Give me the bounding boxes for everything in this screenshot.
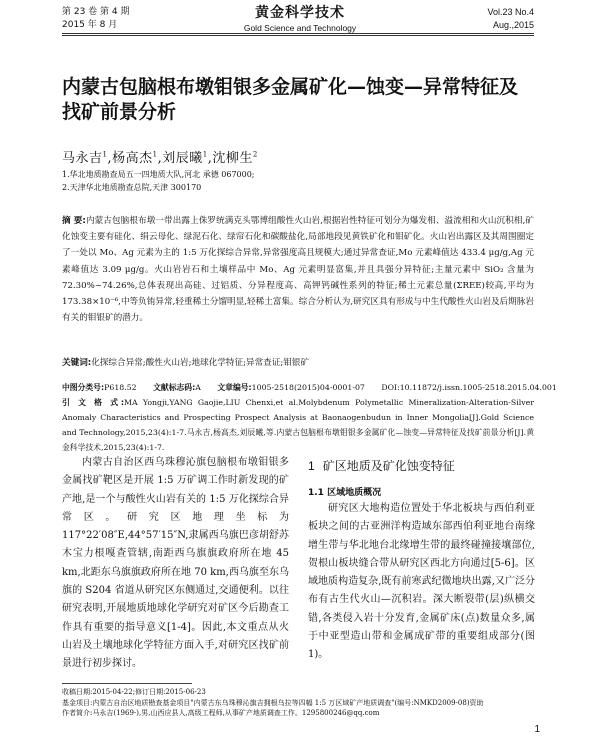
author-affiliation-mark: 1 [102,150,108,159]
doc-code-value: A [195,383,201,392]
citation-label: 引 文 格 式: [62,398,124,407]
article-metadata [62,380,557,455]
article-title: 内蒙古包脑根布墩钼银多金属矿化—蚀变—异常特征及找矿前景分析 [62,76,519,123]
doi-value[interactable]: 10.11872/j.issn.1005-2518.2015.04.001 [399,383,557,392]
abstract [62,213,534,326]
author-affiliation-mark: 2 [252,150,258,159]
affiliations [62,168,255,194]
article-no-value: 1005-2518(2015)04-0001-07 [251,383,365,392]
header-rule-thin [62,35,534,36]
date-en: Aug.,2015 [492,20,534,30]
keywords [62,356,534,368]
header-rule [62,33,534,34]
section-number: 1 [308,459,315,473]
affiliation-line: 2.天津华北地质勘查总院,天津 300170 [62,183,202,192]
author-list: 马永吉$^1$,杨高杰$^1$,刘辰曦$^1$,沈柳生$^2$ [62,150,258,166]
doc-code-label: 文献标志码: [153,383,196,392]
journal-title-en: Gold Science and Technology [243,23,357,33]
doi-label: DOI: [381,383,400,392]
volume-issue-en: Vol.23 No.4 [487,7,534,17]
citation-text: MA Yongji,YANG Gaojie,LIU Chenxi,et al.Molybdenum Polymetallic Mineralization-Alteration-Silver Anomaly Characteristics and Prospecting Prospect Analysis at Baonaogenbudun in Inner Mongolia[J].Gold Science and Technology,2015,23(4):1-7.马永吉,杨高杰,刘辰曦,等.内蒙古包脑根布墩钼银多金属矿化—蚀变—异常特征及找矿前景分析[J].黄金科学技术,2015,23(4):1-7. [62,398,535,452]
volume-issue-cn: 第 23 卷 第 4 期 [62,7,130,17]
running-header-right [487,6,534,32]
footnote-rule [62,683,192,684]
body-paragraph-left: 内蒙古自治区西乌珠穆沁旗包脑根布墩钼银多金属找矿靶区是开展 1:5 万矿调工作时新发现的矿产地,是一个与酸性火山岩有关的 1:5 万化探综合异常区。研究区地理坐标为 117°22′08″E,44°57′15″N,隶属西乌旗巴彦胡舒苏木宝力根嘎查管辖,南距西乌旗旗政府所在地 45 km,北距东乌旗旗政府所在地 70 km,西乌旗至东乌旗的 S204 省道从研究区东侧通过,交通便利。以往研究表明,开展地质地球化学研究对矿区今后勘查工作具有重要的指导意义[1-4]。因此,本文重点从火山岩及土壤地球化学特征方面入手,对研究区找矿前景进行初步探讨。 [62,457,289,670]
abstract-text: 内蒙古包脑根布墩一带出露上侏罗统满克头鄂博组酸性火山岩,根据岩性特征可划分为爆发相、溢流相和火山沉积相,矿化蚀变主要有硅化、绢云母化、绿泥石化、绿帘石化和碳酸盐化,局部地段见黄铁矿化和钼矿化。火山岩出露区及其周围圈定了一处以 Mo、Ag 元素为主的 1:5 万化探综合异常,异常强度高且规模大;通过异常查证,Mo 元素峰值达 433.4 μg/g,Ag 元素峰值达 3.09 μg/g。火山岩岩石和土壤样品中 Mo、Ag 元素明显富集,并且具强分异特征;主量元素中 SiO₂ 含量为 72.30%~74.26%,总体表现出高硅、过铝质、分异程度高、高钾钙碱性系列的特征;稀土元素总量(ΣREE)较高,平均为 173.38×10⁻⁶,中等负铕异常,轻重稀土分馏明显,轻稀土富集。综合分析认为,研究区具有形成与中生代酸性火山岩及后期脉岩有关的钼银矿的潜力。 [62,216,534,324]
footnote-received: 收稿日期:2015-04-22;修订日期:2015-06-23 [62,688,206,696]
clc-label: 中图分类号: [62,383,105,392]
page-number: 1 [534,724,540,735]
author-name: 杨高杰 [112,151,153,166]
subsection-heading: 1.1 区域地质概况 [308,488,382,498]
section-title: 矿区地质及矿化蚀变特征 [322,459,455,473]
keywords-label: 关键词: [62,358,92,368]
author-name: 刘辰曦 [162,151,203,166]
footnotes [62,687,542,719]
clc-value: P618.52 [104,383,137,392]
footnote-fund: 基金项目:内蒙古自治区地质勘查基金项目"内蒙古东乌珠穆沁旗吉拥根乌拉等四幅 1:5 万区域矿产地质调查"(编号:NMKD2009-08)资助 [62,698,484,707]
affiliation-line: 1.华北地质勘查局五一四地质大队,河北 承德 067000; [62,170,255,179]
citation-block [62,395,534,455]
section-heading [308,457,455,474]
date-cn: 2015 年 8 月 [62,20,118,30]
footnote-author: 作者简介:马永吉(1969-),男,山西应县人,高级工程师,从事矿产地质调查工作。1295800246@qq.com [62,709,380,717]
abstract-label: 摘 要: [62,216,86,226]
author-affiliation-mark: 1 [152,150,158,159]
author-name: 马永吉 [62,151,103,166]
classification-row [62,380,557,395]
author-affiliation-mark: 1 [202,150,208,159]
author-name: 沈柳生 [212,151,253,166]
keywords-text: 化探综合异常;酸性火山岩;地球化学特征;异常查证;钼银矿 [91,358,310,368]
body-paragraph-right: 研究区大地构造位置处于华北板块与西伯利亚板块之间的古亚洲洋构造域东部西伯利亚地台南缘增生带与华北地台北缘增生带的最终碰撞接壤部位,贺根山板块缝合带从研究区西北方向通过[5-6]。区域地质构造复杂,既有前寒武纪微地块出露,又广泛分布有古生代火山—沉积岩。深大断裂带(层)纵横交错,各类侵入岩十分发育,金属矿床(点)数量众多,属于中亚型造山带和金属成矿带的重要组成部分(图 1)。 [308,503,535,661]
article-no-label: 文章编号: [217,383,252,392]
journal-title-cn: 黄金科学技术 [255,5,345,21]
